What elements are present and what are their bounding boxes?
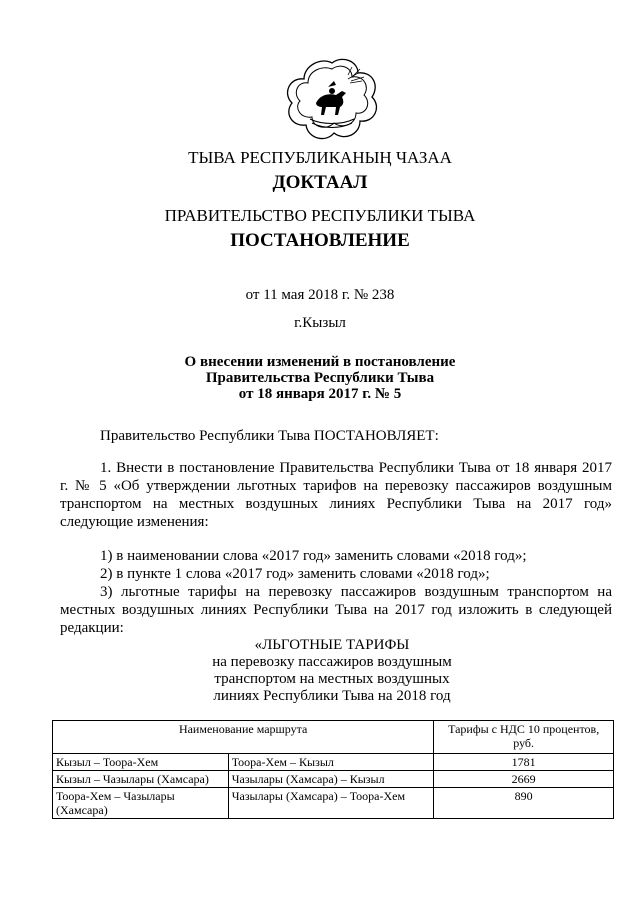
tariffs-heading-line-3: транспортом на местных воздушных (214, 671, 450, 687)
table-header-row (53, 721, 614, 754)
route-forward: Тоора-Хем – Чазылары (Хамсара) (53, 788, 229, 819)
tariff-column-header: Тарифы с НДС 10 процентов, руб. (434, 721, 614, 754)
tuvan-document-type: ДОКТААЛ (272, 172, 368, 193)
russian-government-name: ПРАВИТЕЛЬСТВО РЕСПУБЛИКИ ТЫВА (164, 206, 476, 225)
tariffs-table (52, 720, 614, 819)
table-row (53, 771, 614, 788)
decree-title-line-2: Правительства Республики Тыва (205, 370, 435, 386)
tariffs-heading-line-4: линиях Республики Тыва на 2018 год (213, 688, 451, 704)
table-row (53, 754, 614, 771)
route-return: Чазылары (Хамсара) – Кызыл (228, 771, 434, 788)
tuvan-government-name: ТЫВА РЕСПУБЛИКАНЫҢ ЧАЗАА (188, 148, 452, 167)
preamble: Правительство Республики Тыва ПОСТАНОВЛЯЕТ: (100, 428, 439, 444)
decree-title-line-3: от 18 января 2017 г. № 5 (238, 386, 402, 402)
tariffs-heading-line-1: «ЛЬГОТНЫЕ ТАРИФЫ (254, 637, 410, 653)
route-forward: Кызыл – Чазылары (Хамсара) (53, 771, 229, 788)
decree-date-number: от 11 мая 2018 г. № 238 (245, 287, 395, 303)
route-forward: Кызыл – Тоора-Хем (53, 754, 229, 771)
russian-document-type: ПОСТАНОВЛЕНИЕ (230, 230, 410, 251)
route-column-header: Наименование маршрута (53, 721, 434, 754)
route-return: Чазылары (Хамсара) – Тоора-Хем (228, 788, 434, 819)
subitem-3: 3) льготные тарифы на перевозку пассажиров воздушным транспортом на местных воздушных линиях Республики Тыва на 2017 год изложить в следующей редакции: (60, 584, 612, 636)
item-1: 1. Внести в постановление Правительства Республики Тыва от 18 января 2017 г. № 5 «Об утверждении льготных тарифов на перевозку пассажиров воздушным транспортом на местных воздушных линиях Республики Тыва на 2017 год» следующие изменения: (60, 460, 612, 530)
subitem-1: 1) в наименовании слова «2017 год» заменить словами «2018 год»; (100, 548, 527, 564)
subitem-2: 2) в пункте 1 слова «2017 год» заменить словами «2018 год»; (100, 566, 490, 582)
tariff-price: 2669 (434, 771, 614, 788)
tuva-coat-of-arms-icon (282, 57, 382, 143)
table-row (53, 788, 614, 819)
decree-city: г.Кызыл (294, 315, 346, 331)
tariff-price: 890 (434, 788, 614, 819)
decree-title-line-1: О внесении изменений в постановление (184, 354, 456, 370)
tariff-price: 1781 (434, 754, 614, 771)
tariffs-heading-line-2: на перевозку пассажиров воздушным (212, 654, 452, 670)
route-return: Тоора-Хем – Кызыл (228, 754, 434, 771)
